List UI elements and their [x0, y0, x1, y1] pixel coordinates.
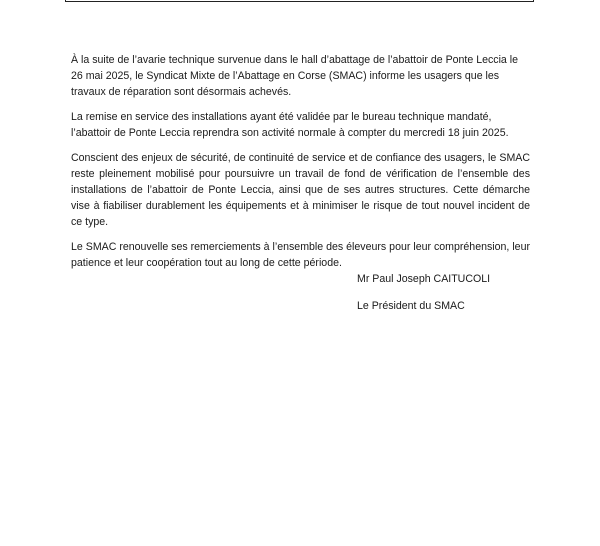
signatory-name: Mr Paul Joseph CAITUCOLI — [357, 273, 491, 285]
letter-body — [71, 52, 530, 280]
paragraph-safety-commitment: Conscient des enjeux de sécurité, de continuité de service et de confiance des usagers, le SMAC reste pleinement mobilisé pour poursuivre un travail de fond de vérification de l’ensemble des installations de l’abattoir de Ponte Leccia, ainsi que de ses autres structures. Cette démarche vise à fiabiliser durablement les équipements et à minimiser le risque de tout nouvel incident de ce type. — [71, 152, 530, 228]
signatory-title: Le Président du SMAC — [357, 300, 465, 312]
signature-block — [357, 271, 490, 325]
paragraph-thanks: Le SMAC renouvelle ses remerciements à l’ensemble des éleveurs pour leur compréhension, leur patience et leur coopération tout au long de cette période. — [71, 241, 530, 269]
paragraph-reopening: La remise en service des installations ayant été validée par le bureau technique mandaté, l’abattoir de Ponte Leccia reprendra son activité normale à compter du mercredi 18 juin 2025. — [71, 111, 509, 139]
paragraph-repair-notice: À la suite de l’avarie technique survenue dans le hall d’abattage de l’abattoir de Ponte Leccia le 26 mai 2025, le Syndicat Mixte de l’Abattage en Corse (SMAC) informe les usagers que les travaux de réparation sont désormais achevés. — [71, 54, 519, 98]
header-frame — [65, 0, 534, 2]
